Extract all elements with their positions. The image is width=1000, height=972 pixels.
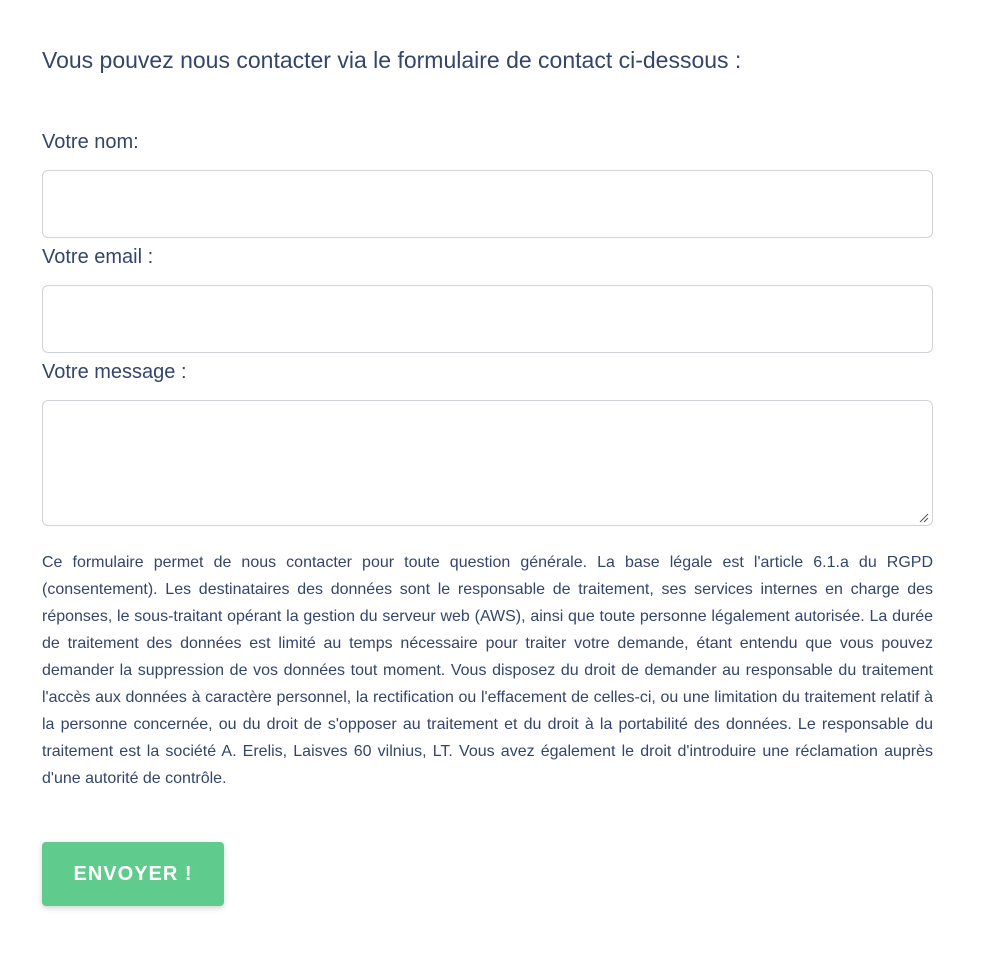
name-label: Votre nom: (42, 131, 139, 153)
legal-notice: Ce formulaire permet de nous contacter pour toute question générale. La base légale est l'article 6.1.a du RGPD (consentement). Les destinataires des données sont le responsable de traitement, ses services internes en charge des réponses, le sous-traitant opérant la gestion du serveur web (AWS), ainsi que toute personne légalement autorisée. La durée de traitement des données est limité au temps nécessaire pour traiter votre demande, étant entendu que vous pouvez demander la suppression de vos données tout moment. Vous disposez du droit de demander au responsable du traitement l'accès aux données à caractère personnel, la rectification ou l'effacement de celles-ci, ou une limitation du traitement relatif à la personne concernée, ou du droit de s'opposer au traitement et du droit à la portabilité des données. Le responsable du traitement est la société A. Erelis, Laisves 60 vilnius, LT. Vous avez également le droit d'introduire une réclamation auprès d'une autorité de contrôle. (42, 554, 933, 787)
submit-button[interactable]: ENVOYER ! (42, 842, 224, 906)
message-label: Votre message : (42, 361, 187, 383)
resize-grip-icon[interactable] (918, 512, 929, 523)
email-input[interactable] (42, 285, 933, 353)
intro-heading: Vous pouvez nous contacter via le formulaire de contact ci-dessous : (42, 47, 742, 73)
name-input[interactable] (42, 170, 933, 238)
message-textarea[interactable] (42, 400, 933, 526)
email-label: Votre email : (42, 246, 154, 268)
